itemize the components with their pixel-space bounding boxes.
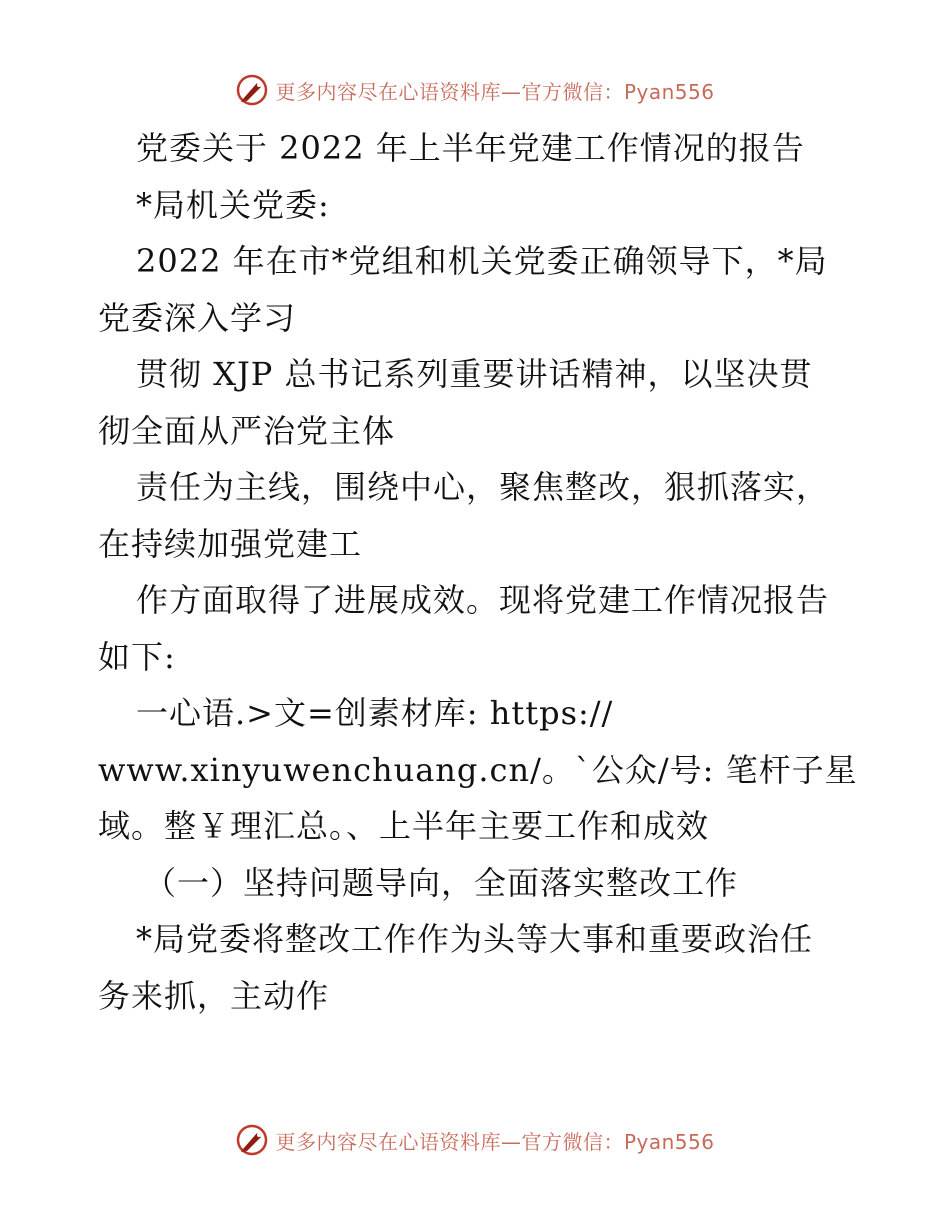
paragraph-line: *局党委将整改工作作为头等大事和重要政治任 [136,920,814,958]
addressee-line: *局机关党委: [136,185,330,224]
paragraph-line: 一心语.>文=创素材库: https:// [136,694,614,732]
pen-logo-icon [235,73,269,107]
paragraph-line: 如下: [98,637,176,676]
paragraph-line: 在持续加强党建工 [98,524,363,563]
footer-watermark [0,1120,950,1160]
document-body [98,120,858,1024]
paragraph-line: 域。整￥理汇总。、上半年主要工作和成效 [98,807,710,845]
section-heading: （一）坚持问题导向，全面落实整改工作 [144,863,739,902]
paragraph-line: 2022 年在市*党组和机关党委正确领导下，*局 [136,242,828,280]
paragraph-line: 党委深入学习 [98,298,297,337]
header-watermark [0,70,950,110]
paragraph-line: 作方面取得了进展成效。现将党建工作情况报告 [136,581,830,619]
paragraph-line: 彻全面从严治党主体 [98,411,396,450]
paragraph-line: www.xinyuwenchuang.cn/。`公众/号: 笔杆子星 [98,750,858,789]
paragraph-line: 务来抓，主动作 [98,976,330,1015]
watermark-text: 更多内容尽在心语资料库—官方微信：Pyan556 [275,1129,715,1154]
watermark-text: 更多内容尽在心语资料库—官方微信：Pyan556 [275,79,715,104]
pen-logo-icon [235,1123,269,1157]
paragraph-line: 贯彻 XJP 总书记系列重要讲话精神，以坚决贯 [136,355,813,393]
paragraph-line: 责任为主线，围绕中心，聚焦整改，狠抓落实， [136,468,830,506]
document-title: 党委关于 2022 年上半年党建工作情况的报告 [136,129,805,167]
